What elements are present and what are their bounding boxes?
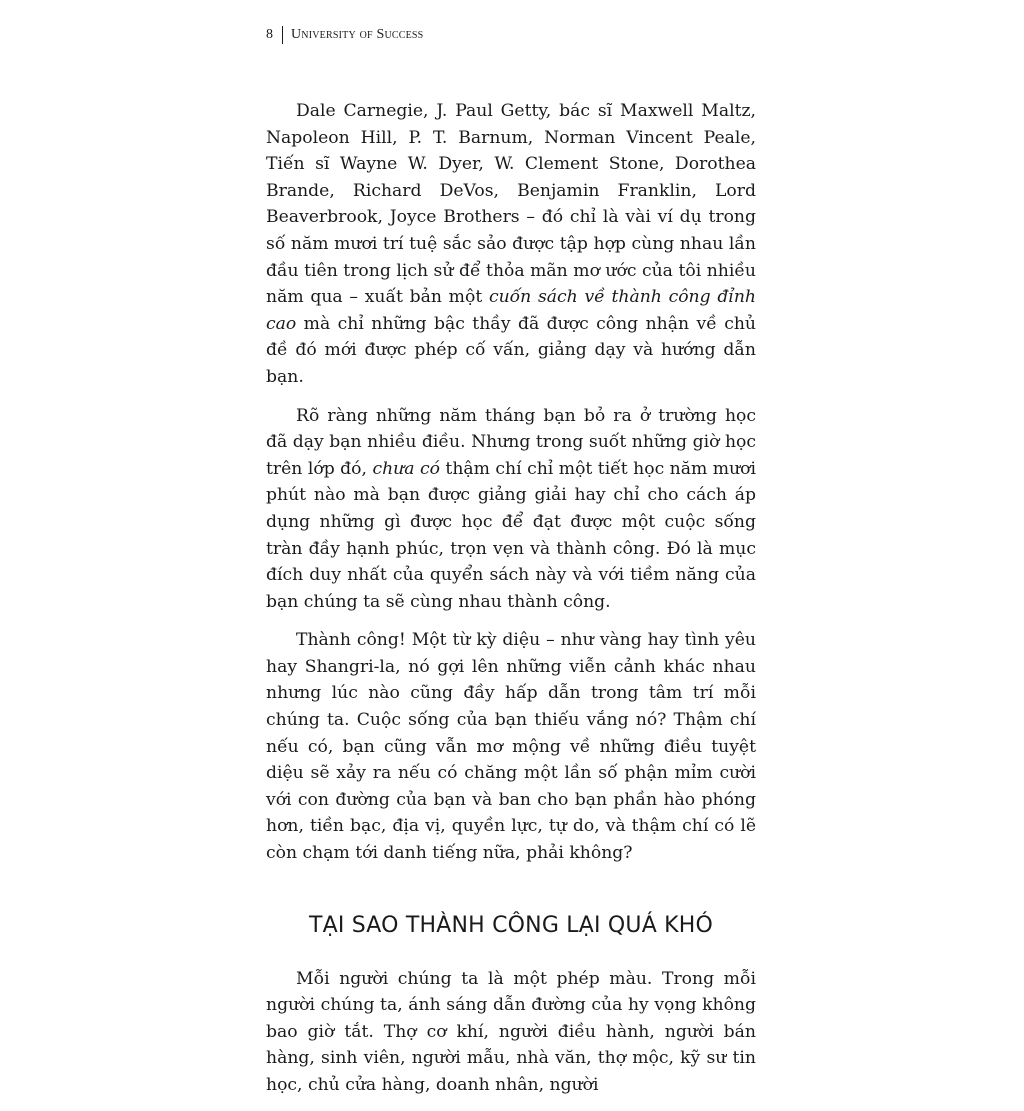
paragraph-2-italic: chưa có (372, 458, 440, 479)
paragraph-2-text-end: thậm chí chỉ một tiết học năm mươi phút nào mà bạn được giảng giải hay chỉ cho cách áp dụng những gì được học để đạt được một cuộc sống tràn đầy hạnh phúc, trọn vẹn và thành công. Đó là mục đích duy nhất của quyển sách này và với tiềm năng của bạn chúng ta sẽ cùng nhau thành công. (266, 458, 756, 612)
paragraph-1-text: Dale Carnegie, J. Paul Getty, bác sĩ Maxwell Maltz, Napoleon Hill, P. T. Barnum, Norman Vincent Peale, Tiến sĩ Wayne W. Dyer, W. Clement Stone, Dorothea Brande, Richard DeVos, Benjamin Franklin, Lord Beaverbrook, Joyce Brothers – đó chỉ là vài ví dụ trong số năm mươi trí tuệ sắc sảo được tập hợp cùng nhau lần đầu tiên trong lịch sử để thỏa mãn mơ ước của tôi nhiều năm qua – xuất bản một (266, 101, 756, 308)
section-heading: TẠI SAO THÀNH CÔNG LẠI QUÁ KHÓ (308, 912, 714, 938)
paragraph-2 (266, 403, 756, 616)
paragraph-2-text: Rõ ràng những năm tháng bạn bỏ ra ở trường học đã dạy bạn nhiều điều. Nhưng trong suốt những giờ học trên lớp đó, (266, 405, 756, 479)
paragraph-1-text-end: mà chỉ những bậc thầy đã được công nhận về chủ đề đó mới được phép cố vấn, giảng dạy và hướng dẫn bạn. (266, 313, 756, 387)
page-number: 8 (266, 27, 273, 42)
page-body (266, 98, 756, 1111)
header-divider (282, 26, 283, 44)
section-paragraph-text: Mỗi người chúng ta là một phép màu. Trong mỗi người chúng ta, ánh sáng dẫn đường của hy vọng không bao giờ tắt. Thợ cơ khí, người điều hành, người bán hàng, sinh viên, người mẫu, nhà văn, thợ mộc, kỹ sư tin học, chủ cửa hàng, doanh nhân, người (266, 968, 756, 1095)
section-paragraph (266, 966, 756, 1099)
book-title: University of Success (291, 27, 424, 42)
running-header (266, 24, 423, 46)
paragraph-3 (266, 627, 756, 866)
paragraph-1-italic: cuốn sách về thành công đỉnh cao (266, 287, 756, 334)
paragraph-1 (266, 98, 756, 391)
paragraph-3-text: Thành công! Một từ kỳ diệu – như vàng hay tình yêu hay Shangri-la, nó gợi lên những viễn cảnh khác nhau nhưng lúc nào cũng đầy hấp dẫn trong tâm trí mỗi chúng ta. Cuộc sống của bạn thiếu vắng nó? Thậm chí nếu có, bạn cũng vẫn mơ mộng về những điều tuyệt diệu sẽ xảy ra nếu có chăng một lần số phận mỉm cười với con đường của bạn và ban cho bạn phần hào phóng hơn, tiền bạc, địa vị, quyền lực, tự do, và thậm chí có lẽ còn chạm tới danh tiếng nữa, phải không? (266, 630, 756, 864)
